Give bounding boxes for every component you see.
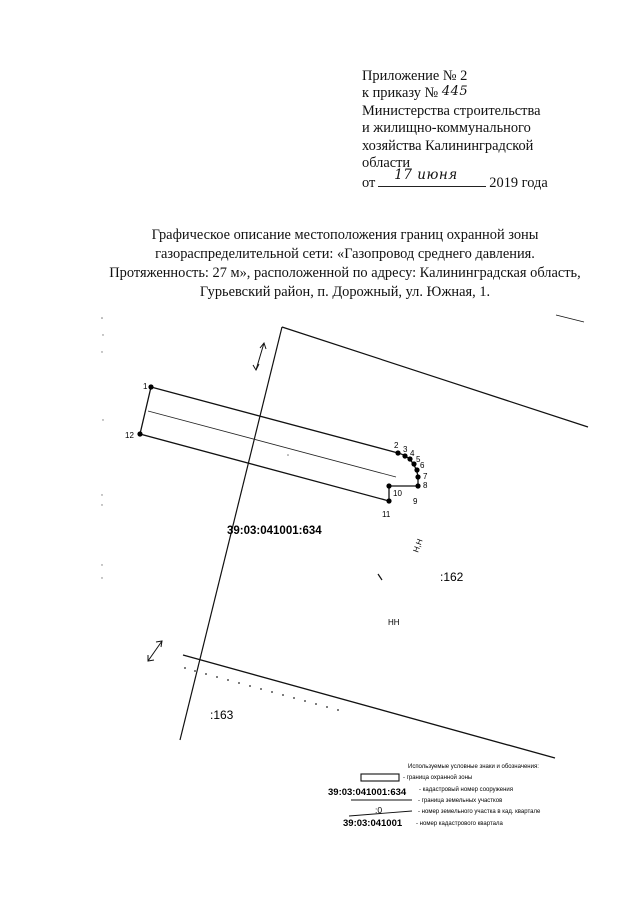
legend-zone-symbol [361, 774, 399, 781]
small-dash-mark [378, 574, 382, 580]
legend [328, 764, 541, 829]
protection-zone-boundary [140, 387, 418, 501]
point-label-7: 7 [423, 472, 428, 481]
ministry-line-2: и жилищно-коммунального [362, 120, 531, 137]
point-label-10: 10 [393, 489, 402, 498]
parcel-label-162: :162 [440, 570, 464, 584]
point-label-6: 6 [420, 461, 425, 470]
boundary-points [137, 384, 420, 503]
legend-quarter-symbol: 39:03:041001 [343, 818, 403, 829]
legend-desc-quarter: - номер кадастрового квартала [416, 821, 503, 827]
legend-desc-structure: - кадастровый номер сооружения [419, 787, 513, 793]
point-label-12: 12 [125, 431, 134, 440]
ministry-line-1: Министерства строительства [362, 102, 541, 119]
order-number-handwritten: 445 [441, 84, 469, 100]
order-reference: к приказу № 445 [362, 84, 469, 102]
date-handwritten: 17 июня [394, 167, 458, 184]
point-label-8: 8 [423, 481, 428, 490]
double-arrow-icon [148, 641, 162, 661]
point-label-3: 3 [403, 445, 408, 454]
legend-desc-zone: - граница охранной зоны [403, 775, 473, 781]
title-line-4: Гурьевский район, п. Дорожный, ул. Южная, 1. [199, 284, 491, 300]
boundary-point-labels [125, 382, 428, 519]
ministry-line-4: области [362, 155, 411, 172]
double-arrow-icon [253, 343, 266, 370]
parcel-label-163: :163 [210, 708, 234, 722]
legend-title: Используемые условные знаки и обозначения: [408, 764, 539, 770]
pipeline-axis [148, 411, 396, 477]
order-date: от 17 июня 2019 года [362, 167, 548, 192]
point-label-11: 11 [382, 510, 391, 519]
legend-desc-parcel-number: - номер земельного участка в кад. квартале [418, 809, 541, 815]
legend-parcel-number-symbol: :0 [375, 805, 383, 815]
ministry-line-3: хозяйства Калининградской [362, 137, 534, 154]
nn-label-upper: Н,Н [411, 537, 425, 554]
legend-desc-parcel-boundary: - граница земельных участков [418, 798, 503, 804]
point-label-2: 2 [394, 441, 399, 450]
title-line-1: Графическое описание местоположения границ охранной зоны [151, 227, 539, 243]
legend-structure-symbol: 39:03:041001:634 [328, 787, 407, 798]
point-label-1: 1 [143, 382, 148, 391]
appendix-number: Приложение № 2 [362, 68, 468, 84]
nn-label-lower: НН [388, 618, 400, 627]
title-line-2: газораспределительной сети: «Газопровод среднего давления. [155, 246, 535, 262]
parcel-boundary-dotted [184, 667, 339, 711]
title-line-3: Протяженность: 27 м», расположенной по адресу: Калининградская область, [109, 265, 581, 281]
point-label-4: 4 [410, 449, 415, 458]
scan-specks [101, 317, 289, 579]
point-label-5: 5 [416, 455, 421, 464]
point-label-9: 9 [413, 497, 418, 506]
structure-cadastral-number: 39:03:041001:634 [227, 525, 322, 537]
